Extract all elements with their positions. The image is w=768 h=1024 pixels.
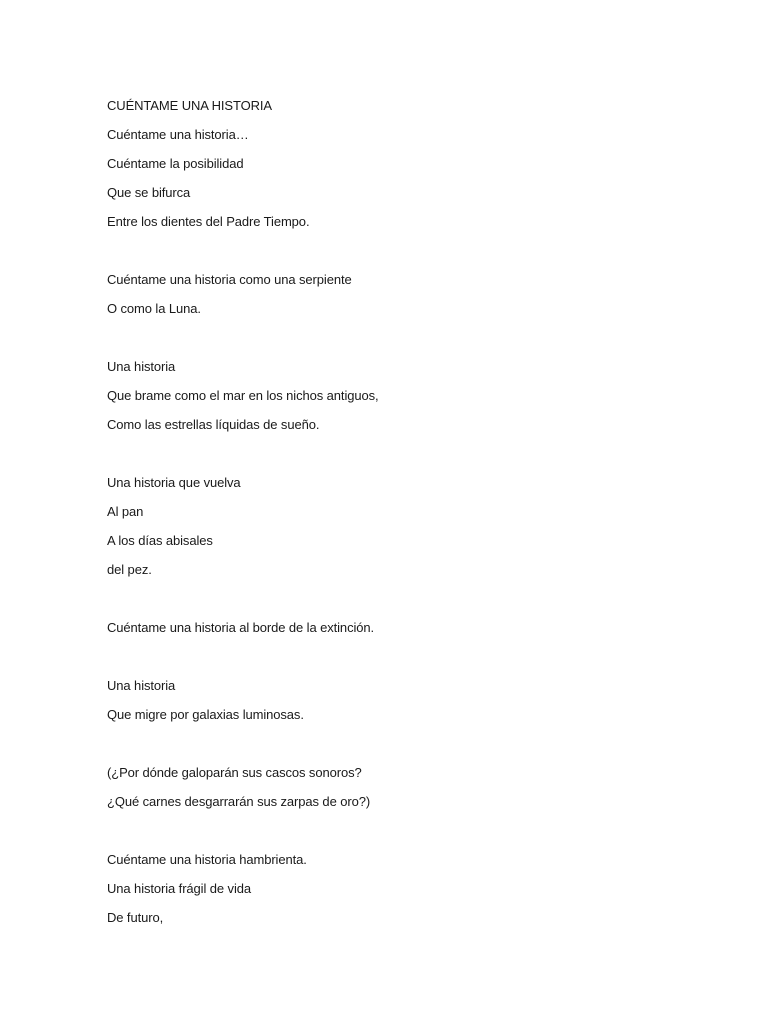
stanza-break — [107, 642, 667, 671]
poem-line: Que brame como el mar en los nichos antiguos, — [107, 388, 379, 403]
poem-line: Una historia frágil de vida — [107, 881, 251, 896]
poem-line: Como las estrellas líquidas de sueño. — [107, 417, 320, 432]
stanza-break — [107, 729, 667, 758]
poem-line: Que migre por galaxias luminosas. — [107, 707, 304, 722]
poem-line: Que se bifurca — [107, 185, 191, 200]
poem-title: CUÉNTAME UNA HISTORIA — [107, 98, 272, 113]
poem-line: Cuéntame una historia como una serpiente — [107, 272, 352, 287]
poem-line: Cuéntame una historia hambrienta. — [107, 852, 307, 867]
poem-line: Cuéntame una historia… — [107, 127, 249, 142]
poem-line: De futuro, — [107, 910, 164, 925]
poem-line: Al pan — [107, 504, 144, 519]
poem-line: del pez. — [107, 562, 152, 577]
stanza-break — [107, 323, 667, 352]
stanza-break — [107, 816, 667, 845]
stanza-break — [107, 584, 667, 613]
poem-line: Una historia que vuelva — [107, 475, 241, 490]
poem-line: A los días abisales — [107, 533, 213, 548]
poem-line: O como la Luna. — [107, 301, 201, 316]
poem-body — [107, 91, 667, 932]
poem-line: (¿Por dónde galoparán sus cascos sonoros? — [107, 765, 362, 780]
poem-line: Entre los dientes del Padre Tiempo. — [107, 214, 310, 229]
stanza-break — [107, 236, 667, 265]
poem-line: Cuéntame la posibilidad — [107, 156, 244, 171]
poem-line: ¿Qué carnes desgarrarán sus zarpas de oro?) — [107, 794, 371, 809]
poem-line: Una historia — [107, 359, 176, 374]
poem-line: Cuéntame una historia al borde de la extinción. — [107, 620, 375, 635]
poem-line: Una historia — [107, 678, 176, 693]
stanza-break — [107, 439, 667, 468]
